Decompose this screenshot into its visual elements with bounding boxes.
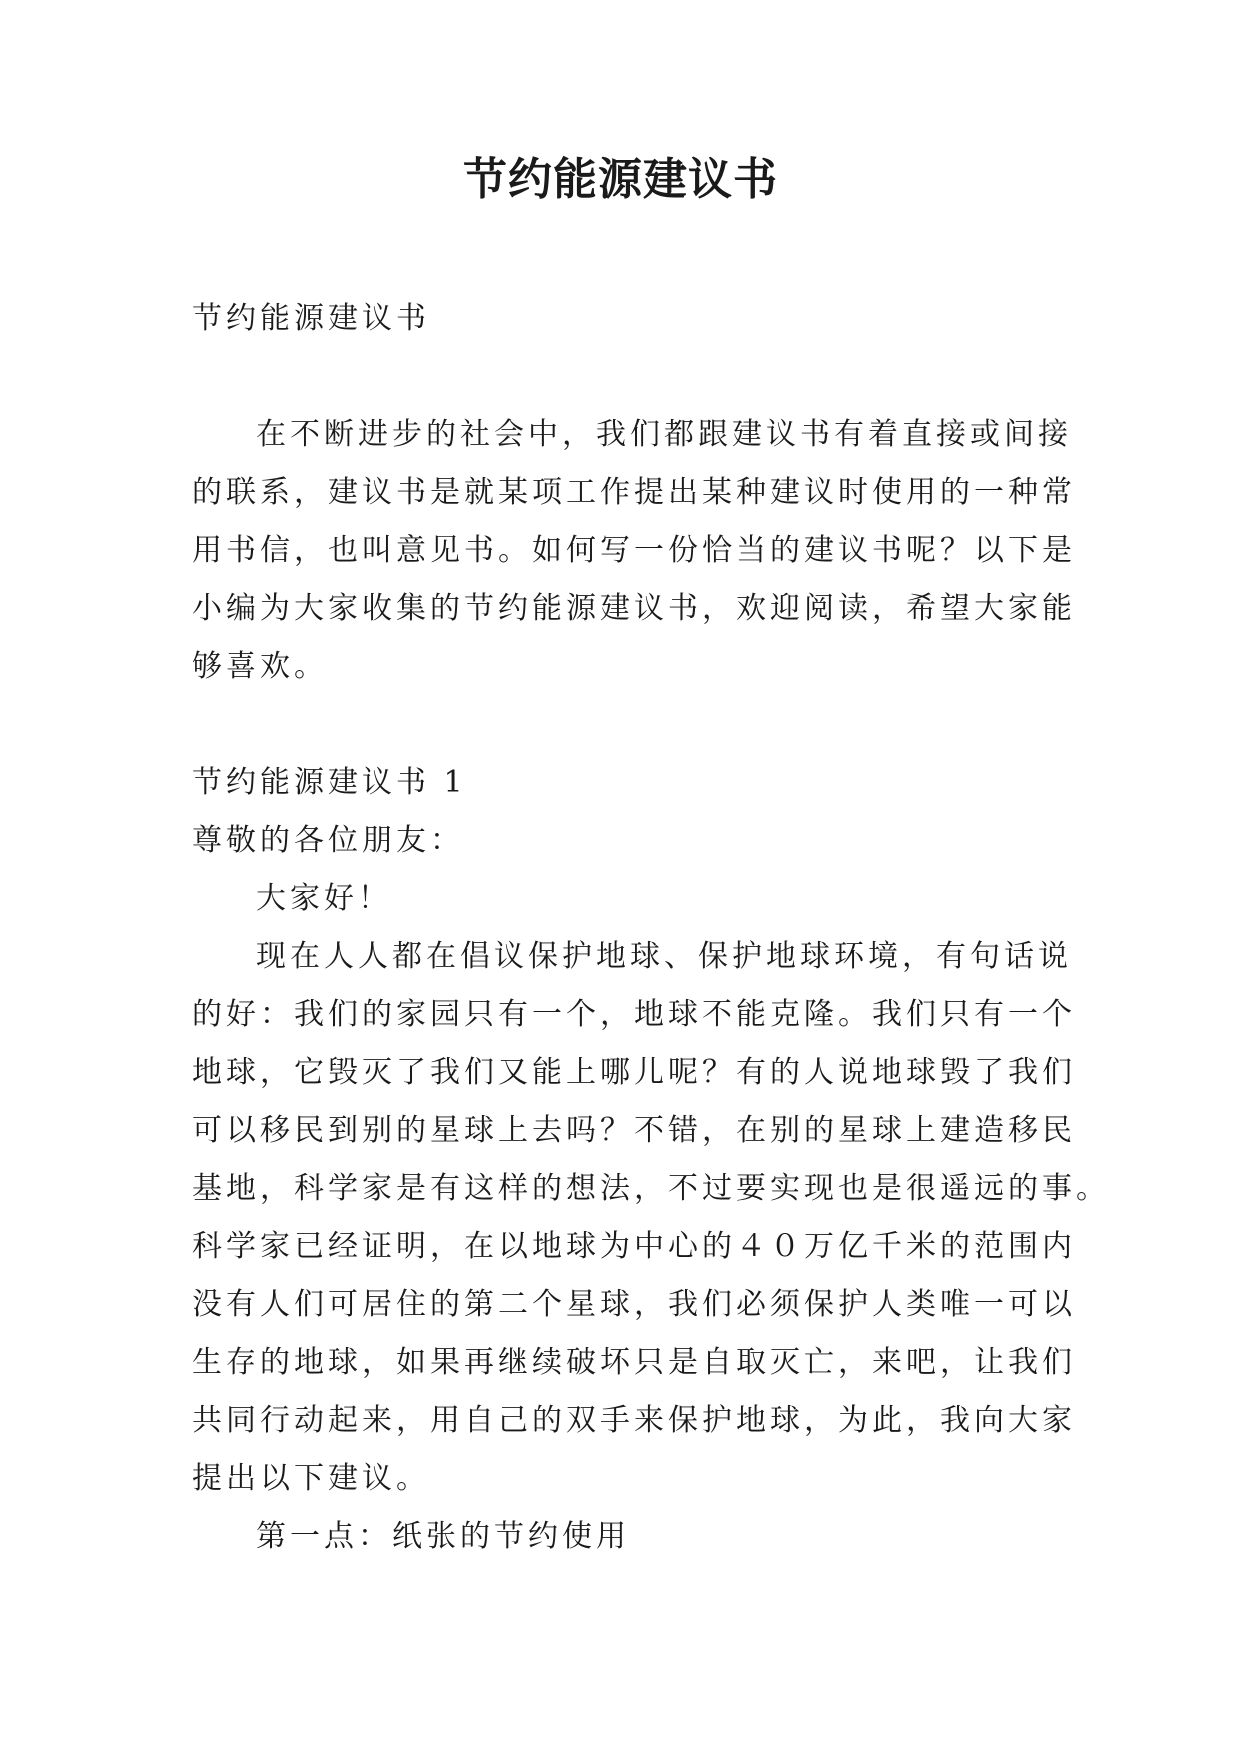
- point-heading: 第一点：纸张的节约使用: [256, 1519, 630, 1554]
- body-line: 生存的地球，如果再继续破坏只是自取灭亡，来吧，让我们: [192, 1345, 1076, 1380]
- body-line: 基地，科学家是有这样的想法，不过要实现也是很遥远的事。: [192, 1171, 1110, 1206]
- intro-line: 小编为大家收集的节约能源建议书，欢迎阅读，希望大家能: [192, 591, 1076, 626]
- subtitle: 节约能源建议书: [192, 301, 430, 336]
- intro-line: 的联系，建议书是就某项工作提出某种建议时使用的一种常: [192, 475, 1076, 510]
- body-line: 的好：我们的家园只有一个，地球不能克隆。我们只有一个: [192, 997, 1076, 1032]
- body-line: 地球，它毁灭了我们又能上哪儿呢？有的人说地球毁了我们: [192, 1055, 1076, 1090]
- intro-line: 在不断进步的社会中，我们都跟建议书有着直接或间接: [256, 417, 1072, 452]
- body-line: 科学家已经证明，在以地球为中心的４０万亿千米的范围内: [192, 1229, 1076, 1264]
- section-heading: 节约能源建议书 1: [192, 765, 467, 800]
- salutation: 尊敬的各位朋友：: [192, 823, 464, 858]
- intro-line: 用书信，也叫意见书。如何写一份恰当的建议书呢？以下是: [192, 533, 1076, 568]
- greeting: 大家好！: [256, 881, 392, 916]
- intro-line: 够喜欢。: [192, 649, 328, 684]
- document-title: 节约能源建议书: [463, 154, 778, 205]
- body-line: 可以移民到别的星球上去吗？不错，在别的星球上建造移民: [192, 1113, 1076, 1148]
- body-line: 没有人们可居住的第二个星球，我们必须保护人类唯一可以: [192, 1287, 1076, 1322]
- spacer: [192, 348, 1052, 406]
- document-body: [192, 290, 1110, 1566]
- body-line: 共同行动起来，用自己的双手来保护地球，为此，我向大家: [192, 1403, 1076, 1438]
- body-line: 提出以下建议。: [192, 1461, 430, 1496]
- spacer: [192, 696, 1052, 754]
- body-line: 现在人人都在倡议保护地球、保护地球环境，有句话说: [256, 939, 1072, 974]
